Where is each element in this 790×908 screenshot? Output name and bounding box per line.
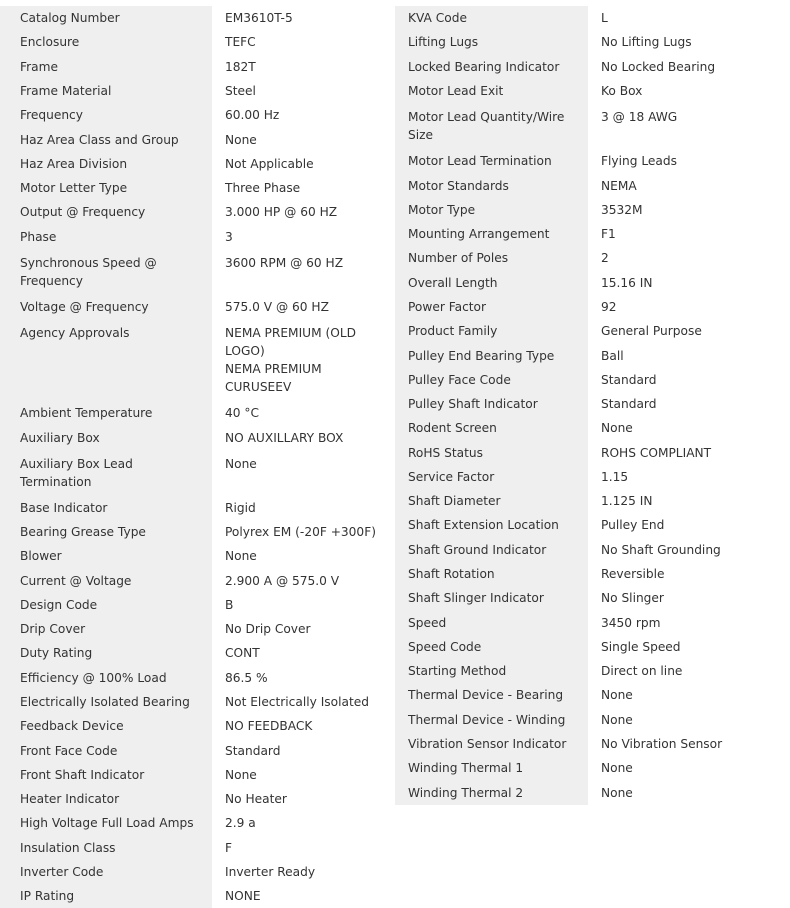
spec-label: Current @ Voltage: [0, 569, 212, 593]
spec-value-line: 15.16 IN: [601, 275, 653, 290]
spec-value-line: None: [601, 785, 633, 800]
spec-value-line: NEMA PREMIUM (OLD LOGO): [225, 326, 357, 359]
spec-label: Heater Indicator: [0, 787, 212, 811]
spec-value: [588, 441, 783, 465]
spec-value: [588, 756, 783, 780]
spec-label: Winding Thermal 1: [395, 756, 588, 780]
spec-row: [395, 246, 783, 270]
spec-row: [0, 617, 404, 641]
spec-value: [212, 569, 404, 593]
spec-row: [395, 780, 783, 804]
spec-row: [395, 79, 783, 103]
spec-value: [212, 641, 404, 665]
spec-value: [212, 666, 404, 690]
spec-row: [395, 368, 783, 392]
spec-value-line: 86.5 %: [225, 670, 268, 685]
spec-row: [0, 569, 404, 593]
spec-label: Pulley End Bearing Type: [395, 343, 588, 367]
spec-value-line: Standard: [601, 372, 657, 387]
spec-value: [212, 860, 404, 884]
spec-row: [0, 319, 404, 401]
spec-label: Shaft Rotation: [395, 562, 588, 586]
spec-label: Output @ Frequency: [0, 200, 212, 224]
spec-label: Inverter Code: [0, 860, 212, 884]
spec-value: [588, 198, 783, 222]
spec-value: [588, 55, 783, 79]
spec-value-line: CONT: [225, 646, 260, 661]
spec-label: Vibration Sensor Indicator: [395, 732, 588, 756]
spec-label: Front Face Code: [0, 738, 212, 762]
spec-label: Motor Lead Quantity/Wire Size: [395, 103, 588, 149]
spec-value: [588, 173, 783, 197]
spec-value: [588, 416, 783, 440]
spec-value-line: No Heater: [225, 792, 287, 807]
spec-label: Pulley Face Code: [395, 368, 588, 392]
spec-label: Rodent Screen: [395, 416, 588, 440]
spec-label: Pulley Shaft Indicator: [395, 392, 588, 416]
spec-value: [212, 55, 404, 79]
spec-row: [0, 763, 404, 787]
spec-value: [588, 392, 783, 416]
spec-value: [212, 6, 404, 30]
spec-label: Feedback Device: [0, 714, 212, 738]
spec-row: [395, 149, 783, 173]
spec-row: [395, 30, 783, 54]
spec-row: [395, 392, 783, 416]
spec-label: Locked Bearing Indicator: [395, 55, 588, 79]
spec-value-line: No Shaft Grounding: [601, 542, 721, 557]
spec-value: [588, 222, 783, 246]
spec-row: [0, 787, 404, 811]
spec-label: Auxiliary Box: [0, 425, 212, 449]
spec-label: Voltage @ Frequency: [0, 295, 212, 319]
spec-row: [395, 319, 783, 343]
spec-row: [0, 200, 404, 224]
spec-row: [395, 586, 783, 610]
spec-value-line: EM3610T-5: [225, 11, 293, 26]
spec-value: [212, 225, 404, 249]
spec-value-line: Direct on line: [601, 664, 683, 679]
spec-value: [212, 103, 404, 127]
spec-value-line: No Slinger: [601, 591, 664, 606]
spec-label: Shaft Slinger Indicator: [395, 586, 588, 610]
spec-value-line: F1: [601, 227, 616, 242]
spec-value: [212, 319, 404, 401]
spec-value: [588, 513, 783, 537]
spec-row: [395, 465, 783, 489]
spec-label: Base Indicator: [0, 496, 212, 520]
spec-value: [212, 295, 404, 319]
spec-row: [395, 295, 783, 319]
spec-value: [212, 450, 404, 496]
spec-row: [395, 103, 783, 149]
spec-row: [395, 708, 783, 732]
spec-row: [0, 127, 404, 151]
spec-label: Thermal Device - Winding: [395, 708, 588, 732]
spec-value-line: CURUSEEV: [225, 380, 292, 395]
spec-label: Shaft Extension Location: [395, 513, 588, 537]
spec-value-line: None: [601, 712, 633, 727]
spec-value-line: Not Applicable: [225, 156, 314, 171]
spec-value-line: 1.125 IN: [601, 494, 653, 509]
spec-row: [395, 416, 783, 440]
spec-label: Speed Code: [395, 635, 588, 659]
spec-value-line: 2.9 a: [225, 816, 256, 831]
spec-label: Number of Poles: [395, 246, 588, 270]
spec-value: [212, 127, 404, 151]
spec-label: Design Code: [0, 593, 212, 617]
spec-value-line: None: [225, 549, 257, 564]
spec-row: [0, 884, 404, 908]
spec-value: [588, 30, 783, 54]
spec-value-line: No Lifting Lugs: [601, 35, 692, 50]
spec-value-line: ROHS COMPLIANT: [601, 445, 712, 460]
spec-value-line: B: [225, 597, 234, 612]
spec-label: Motor Lead Termination: [395, 149, 588, 173]
spec-value: [212, 496, 404, 520]
spec-value: [212, 544, 404, 568]
spec-value: [588, 149, 783, 173]
spec-value-line: None: [225, 767, 257, 782]
spec-value: [588, 79, 783, 103]
spec-row: [0, 152, 404, 176]
spec-value: [212, 200, 404, 224]
spec-row: [0, 641, 404, 665]
spec-label: Winding Thermal 2: [395, 780, 588, 804]
spec-value: [588, 586, 783, 610]
spec-label: Frame Material: [0, 79, 212, 103]
spec-label: Drip Cover: [0, 617, 212, 641]
spec-value-line: Rigid: [225, 500, 256, 515]
spec-value-line: Pulley End: [601, 518, 665, 533]
spec-row: [395, 683, 783, 707]
spec-value-line: 60.00 Hz: [225, 108, 280, 123]
spec-label: Power Factor: [395, 295, 588, 319]
spec-value: [588, 562, 783, 586]
spec-label: Electrically Isolated Bearing: [0, 690, 212, 714]
spec-value: [588, 343, 783, 367]
spec-value-line: NONE: [225, 889, 261, 904]
spec-value-line: Flying Leads: [601, 154, 677, 169]
spec-value-line: Ball: [601, 348, 624, 363]
spec-row: [0, 860, 404, 884]
spec-label: Thermal Device - Bearing: [395, 683, 588, 707]
spec-value-line: Three Phase: [225, 181, 301, 196]
spec-label: Haz Area Division: [0, 152, 212, 176]
spec-row: [395, 441, 783, 465]
spec-value-line: Steel: [225, 83, 256, 98]
spec-value-line: 3450 rpm: [601, 615, 661, 630]
spec-row: [0, 103, 404, 127]
spec-label: Motor Type: [395, 198, 588, 222]
spec-row: [0, 811, 404, 835]
spec-row: [395, 489, 783, 513]
spec-label: Front Shaft Indicator: [0, 763, 212, 787]
spec-value-line: Polyrex EM (-20F +300F): [225, 525, 376, 540]
spec-row: [0, 79, 404, 103]
spec-row: [395, 55, 783, 79]
spec-value-line: Inverter Ready: [225, 865, 316, 880]
spec-label: Starting Method: [395, 659, 588, 683]
spec-value: [588, 368, 783, 392]
spec-row: [0, 714, 404, 738]
spec-row: [0, 249, 404, 295]
spec-value: [212, 787, 404, 811]
spec-value-line: No Locked Bearing: [601, 59, 716, 74]
spec-row: [395, 562, 783, 586]
spec-label: Mounting Arrangement: [395, 222, 588, 246]
spec-value: [212, 249, 404, 295]
spec-row: [395, 222, 783, 246]
spec-row: [395, 6, 783, 30]
spec-row: [0, 836, 404, 860]
spec-value-line: 92: [601, 299, 617, 314]
spec-row: [0, 30, 404, 54]
spec-value: [212, 176, 404, 200]
spec-value: [212, 30, 404, 54]
spec-value-line: No Vibration Sensor: [601, 737, 723, 752]
spec-row: [0, 520, 404, 544]
spec-value-line: NO AUXILLARY BOX: [225, 430, 344, 445]
spec-label: Lifting Lugs: [395, 30, 588, 54]
spec-value: [212, 690, 404, 714]
spec-row: [0, 738, 404, 762]
spec-row: [395, 659, 783, 683]
spec-row: [395, 343, 783, 367]
spec-value: [588, 610, 783, 634]
spec-row: [395, 732, 783, 756]
spec-label: Enclosure: [0, 30, 212, 54]
spec-value-line: NEMA: [601, 178, 637, 193]
spec-row: [0, 450, 404, 496]
spec-label: IP Rating: [0, 884, 212, 908]
spec-value: [588, 635, 783, 659]
spec-value-line: 3 @ 18 AWG: [601, 110, 678, 125]
spec-label: Efficiency @ 100% Load: [0, 666, 212, 690]
spec-value-line: NO FEEDBACK: [225, 719, 313, 734]
spec-value: [588, 538, 783, 562]
spec-label: Duty Rating: [0, 641, 212, 665]
spec-value: [212, 617, 404, 641]
spec-value-line: TEFC: [225, 35, 256, 50]
spec-value: [212, 425, 404, 449]
spec-row: [0, 401, 404, 425]
spec-label: RoHS Status: [395, 441, 588, 465]
spec-row: [395, 198, 783, 222]
spec-value-line: None: [225, 456, 257, 471]
spec-row: [0, 176, 404, 200]
spec-label: Synchronous Speed @ Frequency: [0, 249, 212, 295]
spec-value: [212, 401, 404, 425]
spec-value: [588, 780, 783, 804]
spec-value: [588, 246, 783, 270]
spec-value-line: Ko Box: [601, 83, 643, 98]
spec-label: Phase: [0, 225, 212, 249]
spec-label: Product Family: [395, 319, 588, 343]
spec-row: [0, 55, 404, 79]
spec-value: [212, 884, 404, 908]
spec-row: [0, 225, 404, 249]
spec-value: [212, 714, 404, 738]
spec-value: [212, 152, 404, 176]
spec-label: Motor Standards: [395, 173, 588, 197]
spec-value: [212, 79, 404, 103]
spec-label: Service Factor: [395, 465, 588, 489]
spec-value: [588, 295, 783, 319]
spec-value: [588, 6, 783, 30]
spec-value-line: Not Electrically Isolated: [225, 695, 369, 710]
spec-row: [0, 295, 404, 319]
spec-row: [0, 690, 404, 714]
spec-value-line: None: [225, 132, 257, 147]
spec-value: [212, 836, 404, 860]
spec-label: Haz Area Class and Group: [0, 127, 212, 151]
spec-value-line: 3: [225, 229, 233, 244]
spec-value-line: L: [601, 11, 608, 26]
spec-value: [588, 732, 783, 756]
spec-label: Blower: [0, 544, 212, 568]
spec-value: [212, 763, 404, 787]
spec-value-line: 3532M: [601, 202, 643, 217]
spec-value-line: 1.15: [601, 469, 629, 484]
spec-label: High Voltage Full Load Amps: [0, 811, 212, 835]
spec-value: [212, 811, 404, 835]
spec-label: KVA Code: [395, 6, 588, 30]
spec-value: [212, 520, 404, 544]
spec-label: Overall Length: [395, 271, 588, 295]
spec-value: [588, 103, 783, 149]
spec-value: [588, 659, 783, 683]
spec-value: [588, 683, 783, 707]
spec-value-line: 40 °C: [225, 406, 259, 421]
spec-value-line: Standard: [601, 397, 657, 412]
spec-row: [395, 635, 783, 659]
spec-value-line: F: [225, 840, 233, 855]
spec-row: [0, 544, 404, 568]
spec-value-line: Reversible: [601, 567, 665, 582]
spec-value-line: 3600 RPM @ 60 HZ: [225, 255, 344, 270]
spec-label: Ambient Temperature: [0, 401, 212, 425]
spec-label: Shaft Diameter: [395, 489, 588, 513]
spec-value-line: None: [601, 421, 633, 436]
spec-value-line: None: [601, 761, 633, 776]
spec-label: Motor Letter Type: [0, 176, 212, 200]
spec-value-line: 2: [601, 251, 609, 266]
spec-label: Speed: [395, 610, 588, 634]
spec-row: [395, 271, 783, 295]
spec-row: [0, 496, 404, 520]
spec-value: [588, 465, 783, 489]
spec-value: [588, 708, 783, 732]
spec-label: Catalog Number: [0, 6, 212, 30]
spec-value-line: General Purpose: [601, 324, 702, 339]
spec-value: [588, 271, 783, 295]
spec-value-line: NEMA PREMIUM: [225, 362, 322, 377]
spec-table-right: [395, 6, 783, 805]
spec-table-left: [0, 6, 404, 908]
spec-row: [395, 173, 783, 197]
spec-value-line: None: [601, 688, 633, 703]
spec-label: Motor Lead Exit: [395, 79, 588, 103]
spec-row: [0, 6, 404, 30]
spec-row: [0, 666, 404, 690]
spec-value-line: Single Speed: [601, 639, 681, 654]
spec-value-line: 182T: [225, 59, 256, 74]
spec-label: Frequency: [0, 103, 212, 127]
spec-value: [212, 738, 404, 762]
spec-value-line: No Drip Cover: [225, 622, 311, 637]
spec-value-line: 3.000 HP @ 60 HZ: [225, 205, 338, 220]
spec-row: [0, 425, 404, 449]
spec-label: Shaft Ground Indicator: [395, 538, 588, 562]
spec-label: Insulation Class: [0, 836, 212, 860]
spec-value-line: Standard: [225, 743, 281, 758]
spec-value-line: 2.900 A @ 575.0 V: [225, 573, 340, 588]
spec-row: [395, 610, 783, 634]
spec-value: [588, 489, 783, 513]
spec-label: Agency Approvals: [0, 319, 212, 401]
spec-value: [212, 593, 404, 617]
spec-label: Frame: [0, 55, 212, 79]
spec-label: Bearing Grease Type: [0, 520, 212, 544]
spec-value: [588, 319, 783, 343]
spec-row: [0, 593, 404, 617]
spec-row: [395, 538, 783, 562]
spec-label: Auxiliary Box Lead Termination: [0, 450, 212, 496]
spec-value-line: 575.0 V @ 60 HZ: [225, 299, 329, 314]
spec-row: [395, 513, 783, 537]
spec-row: [395, 756, 783, 780]
